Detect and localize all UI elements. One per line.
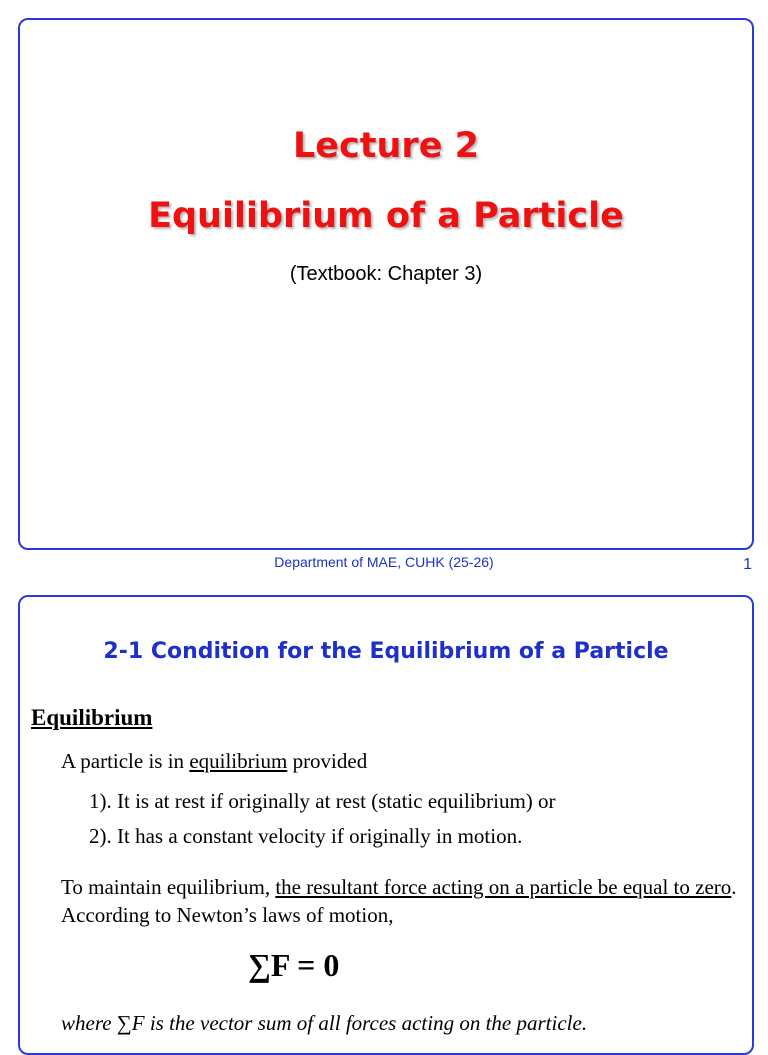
maintain-text-before: To maintain equilibrium,: [61, 875, 276, 899]
title-slide: [18, 18, 754, 550]
textbook-reference: (Textbook: Chapter 3): [289, 263, 483, 285]
condition-item: 1). It is at rest if originally at rest (static equilibrium) or: [89, 789, 556, 813]
lecture-number: Lecture 2: [293, 126, 479, 166]
maintain-paragraph: [61, 873, 751, 929]
equilibrium-heading: Equilibrium: [31, 705, 153, 730]
section-heading: 2-1 Condition for the Equilibrium of a Particle: [103, 639, 669, 664]
equation-explanation: where ∑F is the vector sum of all forces acting on the particle.: [61, 1011, 588, 1035]
slide-footer: Department of MAE, CUHK (25-26): [274, 554, 494, 570]
maintain-text-after: . According to Newton’s laws of motion,: [61, 875, 737, 927]
page-number: 1: [743, 556, 752, 573]
intro-text-before: A particle is in: [61, 749, 190, 773]
equilibrium-equation: ∑F = 0: [248, 947, 340, 983]
maintain-underlined: the resultant force acting on a particle be equal to zero: [275, 875, 732, 899]
condition-item: 2). It has a constant velocity if originally in motion.: [89, 824, 523, 848]
content-slide: [18, 595, 754, 1055]
equilibrium-intro: [61, 749, 367, 774]
intro-underlined-term: equilibrium: [189, 749, 288, 773]
lecture-title: Equilibrium of a Particle: [148, 196, 624, 236]
intro-text-after: provided: [287, 749, 368, 773]
